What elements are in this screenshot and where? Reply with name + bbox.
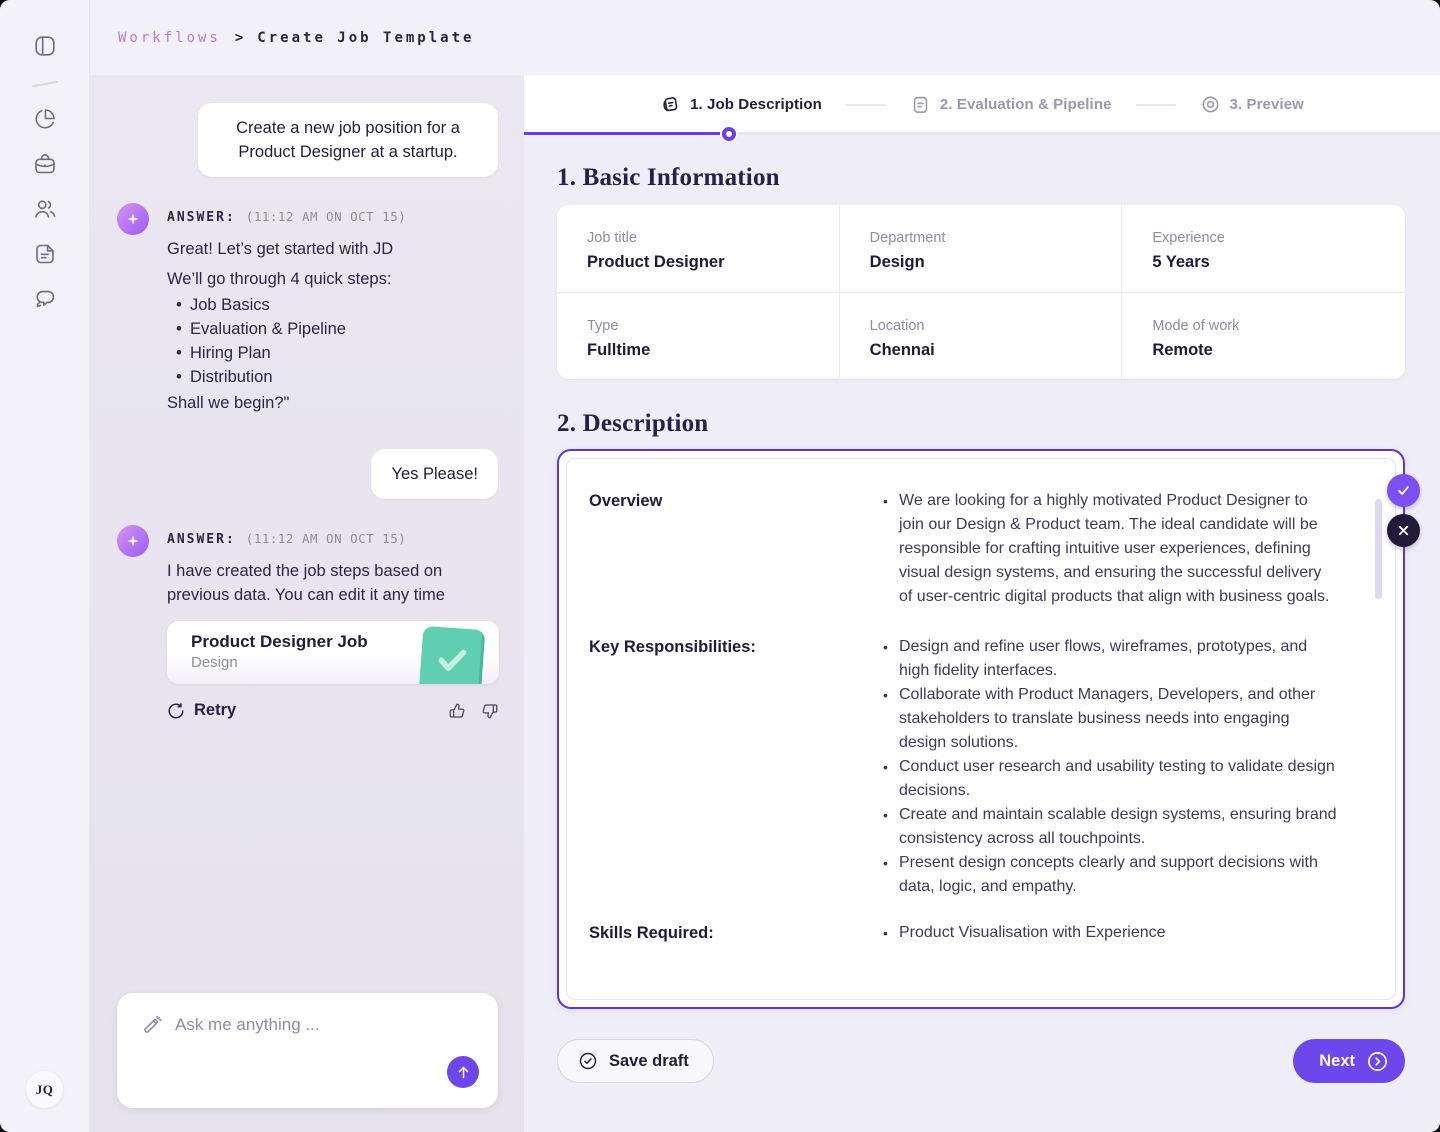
answer-timestamp: (11:12 AM ON OCT 15) bbox=[245, 531, 407, 546]
chat-text-input[interactable] bbox=[175, 1015, 480, 1035]
field-label: Job title bbox=[587, 230, 637, 246]
briefcase-icon[interactable] bbox=[33, 152, 57, 176]
step-separator bbox=[1136, 104, 1176, 106]
assistant-text-line: We’ll go through 4 quick steps: bbox=[167, 270, 392, 288]
field-value: Remote bbox=[1152, 340, 1213, 359]
progress-fill bbox=[524, 132, 729, 135]
target-icon bbox=[1200, 94, 1221, 115]
rail-divider bbox=[32, 81, 58, 87]
retry-label: Retry bbox=[194, 701, 237, 719]
magic-wand-icon bbox=[141, 1014, 163, 1036]
description-content bbox=[566, 458, 1396, 1000]
field-value: Design bbox=[869, 253, 925, 271]
overview-bullets bbox=[882, 489, 1337, 609]
page-title: Create Job Template bbox=[257, 29, 475, 46]
field-value: Fulltime bbox=[587, 340, 651, 359]
users-icon[interactable] bbox=[33, 197, 57, 221]
chat-input-box[interactable] bbox=[117, 993, 498, 1108]
user-avatar[interactable]: JQ bbox=[26, 1071, 63, 1108]
step-label: 3. Preview bbox=[1229, 96, 1304, 113]
bullet-item: • We are looking for a highly motivated Product Designer to join our Design & Product team. The ideal candidate will be responsible for crafting intuitive user experiences, defining visual design systems, and ensuring the successful delivery of user-centric digital products that align with business goals. bbox=[882, 489, 1337, 609]
bullet-item: • Design and refine user flows, wireframes, prototypes, and high fidelity interfaces. bbox=[882, 635, 1337, 683]
job-description-icon bbox=[660, 94, 681, 115]
field-value: 5 Years bbox=[1152, 253, 1210, 271]
bullet-item: • Collaborate with Product Managers, Developers, and other stakeholders to translate business needs into engaging design solutions. bbox=[882, 683, 1337, 755]
assistant-avatar bbox=[117, 203, 149, 235]
assistant-avatar bbox=[117, 525, 149, 557]
close-icon bbox=[1396, 523, 1411, 538]
bullet-item: • Product Visualisation with Experience bbox=[882, 921, 1337, 945]
clipboard-icon bbox=[910, 94, 931, 115]
icon-rail bbox=[0, 0, 90, 1132]
bullet-item: • Create and maintain scalable design systems, ensuring brand consistency across all touchpoints. bbox=[882, 803, 1337, 851]
assistant-text-line: Great! Let’s get started with JD bbox=[167, 240, 394, 258]
assistant-text-line: I have created the job steps based on previous data. You can edit it any time bbox=[167, 562, 445, 604]
field-department[interactable] bbox=[840, 205, 1123, 293]
progress-track bbox=[524, 132, 1440, 135]
check-icon bbox=[431, 639, 474, 682]
field-label: Mode of work bbox=[1152, 317, 1240, 334]
chat-panel bbox=[90, 75, 524, 1132]
bullet-item: • Evaluation & Pipeline bbox=[167, 317, 498, 341]
skills-required-bullets bbox=[882, 921, 1337, 945]
step-label: 1. Job Description bbox=[690, 96, 822, 113]
reject-button[interactable] bbox=[1387, 514, 1420, 547]
job-template-card[interactable] bbox=[167, 621, 499, 684]
breadcrumb-separator: > bbox=[234, 29, 244, 46]
answer-label: ANSWER: bbox=[167, 532, 236, 547]
check-icon bbox=[1396, 483, 1411, 498]
scrollbar-thumb[interactable] bbox=[1375, 499, 1382, 599]
send-button[interactable] bbox=[447, 1056, 479, 1088]
bullet-item: • Job Basics bbox=[167, 293, 498, 317]
sparkle-icon bbox=[125, 533, 141, 549]
overview-label: Overview bbox=[589, 492, 663, 510]
user-message: Create a new job position for a Product Designer at a startup. bbox=[198, 103, 498, 177]
workspace-content bbox=[524, 134, 1440, 1132]
breadcrumb-workflows[interactable]: Workflows bbox=[118, 29, 221, 46]
field-experience[interactable] bbox=[1122, 205, 1405, 293]
bullet-item: • Hiring Plan bbox=[167, 341, 498, 365]
chevron-circle-icon bbox=[1366, 1050, 1389, 1073]
accept-button[interactable] bbox=[1387, 474, 1420, 507]
field-label: Experience bbox=[1152, 230, 1225, 246]
arrow-up-icon bbox=[456, 1065, 471, 1080]
user-message: Yes Please! bbox=[371, 449, 498, 499]
pie-chart-icon[interactable] bbox=[33, 107, 57, 131]
workspace-footer bbox=[557, 1039, 1405, 1083]
job-card-title: Product Designer Job bbox=[191, 632, 368, 651]
basic-information-heading: 1. Basic Information bbox=[557, 164, 780, 191]
assistant-bullet-list bbox=[167, 293, 498, 389]
success-sticker bbox=[419, 626, 486, 684]
answer-label: ANSWER: bbox=[167, 210, 236, 225]
basic-information-card bbox=[557, 205, 1405, 379]
field-value: Product Designer bbox=[587, 253, 725, 271]
save-draft-label: Save draft bbox=[609, 1051, 689, 1070]
field-label: Type bbox=[587, 317, 619, 334]
field-type[interactable] bbox=[557, 293, 840, 380]
step-separator bbox=[846, 104, 886, 106]
file-text-icon[interactable] bbox=[33, 242, 57, 266]
assistant-text-line: Shall we begin?" bbox=[167, 394, 290, 412]
workspace bbox=[524, 75, 1440, 1132]
save-draft-button[interactable] bbox=[557, 1039, 714, 1083]
breadcrumb bbox=[90, 0, 1440, 75]
bullet-item: • Distribution bbox=[167, 365, 498, 389]
description-heading: 2. Description bbox=[557, 410, 709, 437]
field-job-title[interactable] bbox=[557, 205, 840, 293]
retry-icon bbox=[167, 702, 185, 720]
step-job-description[interactable] bbox=[660, 94, 822, 115]
field-mode-of-work[interactable] bbox=[1122, 293, 1405, 380]
stepper bbox=[524, 75, 1440, 134]
progress-dot[interactable] bbox=[722, 127, 736, 141]
assistant-message bbox=[117, 525, 498, 720]
key-responsibilities-label: Key Responsibilities: bbox=[589, 638, 756, 656]
next-button[interactable] bbox=[1293, 1039, 1405, 1083]
step-evaluation-pipeline[interactable] bbox=[910, 94, 1112, 115]
assistant-message bbox=[117, 203, 498, 421]
job-card-subtitle: Design bbox=[191, 654, 238, 671]
field-location[interactable] bbox=[840, 293, 1123, 380]
next-label: Next bbox=[1319, 1051, 1355, 1070]
step-label: 2. Evaluation & Pipeline bbox=[939, 96, 1112, 113]
description-editor[interactable] bbox=[557, 449, 1405, 1009]
chat-bubbles-icon[interactable] bbox=[33, 287, 57, 311]
field-label: Department bbox=[869, 230, 946, 246]
retry-button[interactable] bbox=[167, 701, 236, 720]
answer-timestamp: (11:12 AM ON OCT 15) bbox=[245, 209, 407, 224]
panel-toggle-icon[interactable] bbox=[33, 34, 57, 58]
field-value: Chennai bbox=[869, 340, 935, 359]
key-responsibilities-bullets bbox=[882, 635, 1337, 899]
bullet-item: • Conduct user research and usability testing to validate design decisions. bbox=[882, 755, 1337, 803]
check-circle-icon bbox=[578, 1051, 598, 1071]
bullet-item: • Present design concepts clearly and support decisions with data, logic, and empathy. bbox=[882, 851, 1337, 899]
sparkle-icon bbox=[125, 211, 141, 227]
skills-required-label: Skills Required: bbox=[589, 924, 714, 942]
thumbs-down-icon[interactable] bbox=[481, 702, 499, 720]
field-label: Location bbox=[869, 317, 925, 334]
step-preview[interactable] bbox=[1200, 94, 1304, 115]
thumbs-up-icon[interactable] bbox=[448, 702, 466, 720]
